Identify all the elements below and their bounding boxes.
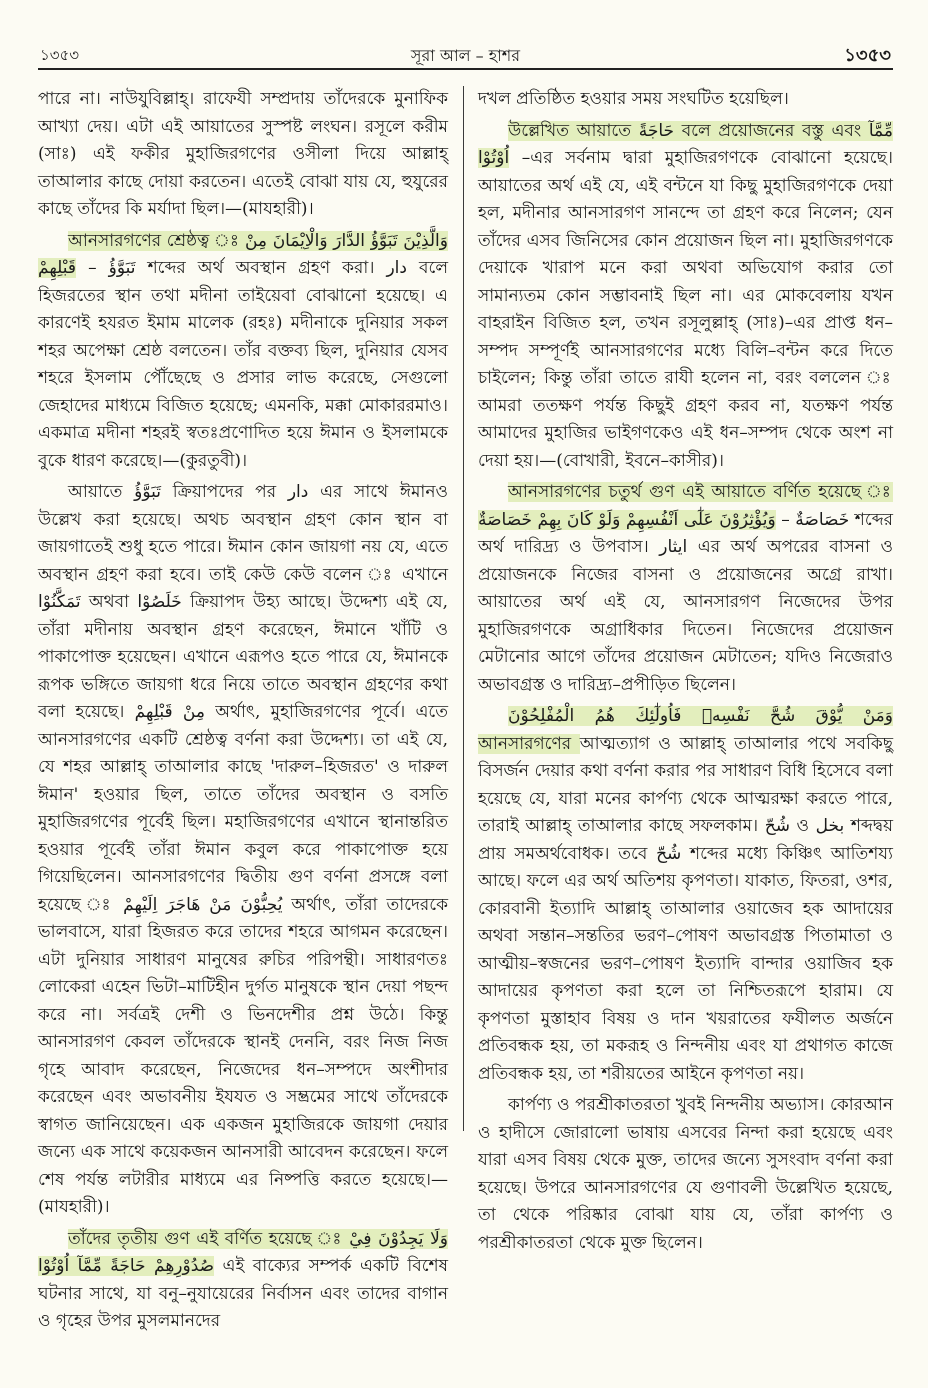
text-run: কার্পণ্য ও পরশ্রীকাতরতা খুবই নিন্দনীয় অভ্যাস। কোরআন ও হাদীসে জোরালো ভাষায় এসবের নিন্দা করা হয়েছে এবং যারা এসব বিষয় থেকে মুক্ত, তাদের জন্যে সুসংবাদ বর্ণনা করা হয়েছে। উপরে আনসারগণের যে গুণাবলী উল্লেখিত হয়েছে, তা থেকে পরিষ্কার বোঝা যায় যে, তাঁরা কার্পণ্য ও পরশ্রীকাতরতা থেকে মুক্ত ছিলেন। bbox=[478, 1095, 893, 1253]
text-run: অর্থাৎ, তাঁরা তাদেরকে ভালবাসে, যারা হিজরত করে তাদের শহরে আগমন করেছেন। এটা দুনিয়ার সাধারণ মানুষের রুচির পরিপন্থী। সাধারণতঃ লোকেরা এহেন ভিটা–মাটিহীন দুর্গত মানুষকে স্থান দেয়া পছন্দ করে না। সর্বত্রই দেশী ও ভিনদেশীর প্রশ্ন উঠে। কিন্তু আনসারগণ কেবল তাঁদেরকে স্থানই দেননি, বরং নিজ নিজ গৃহে আবাদ করেছেন, নিজেদের ধন–সম্পদে অংশীদার করেছেন এবং অভাবনীয় ইযযত ও সম্ভ্রমের সাথে তাঁদেরকে স্বাগত জানিয়েছেন। এক একজন মুহাজিরকে জায়গা দেয়ার জন্যে এক সাথে কয়েকজন আনসারী আবেদন করেছেন। ফলে শেষ পর্যন্ত লটারীর মাধ্যমে এর নিষ্পত্তি করতে হয়েছে।—(মাযহারী)। bbox=[38, 894, 448, 1217]
paragraph bbox=[478, 703, 893, 1088]
paragraph bbox=[478, 479, 893, 699]
text-run: ক্রিয়াপদ উহ্য আছে। উদ্দেশ্য এই যে, তাঁরা মদীনায় অবস্থান গ্রহণ করেছেন, ঈমানে খাঁটি ও পাকাপোক্ত হয়েছেন। এখানে এরূপও হতে পারে যে, ঈমানকে রূপক ভঙ্গিতে জায়গা ধরে নিয়ে তাতে অবস্থান গ্রহণের কথা বলা হয়েছে। bbox=[38, 592, 448, 722]
highlighted-text: আনসারগণের bbox=[478, 733, 580, 754]
paragraph bbox=[38, 228, 448, 476]
right-column bbox=[478, 86, 894, 1253]
arabic-quote: وَلَا يَجِدُوْنَ فِيْ صُدُوْرِهِمْ حَاجَةً مِّمَّآ اُوْتُوْا bbox=[38, 1228, 448, 1276]
text-run: ক্রিয়াপদের পর bbox=[160, 482, 288, 502]
arabic-quote: تَبَوَّؤُ bbox=[108, 258, 136, 278]
paragraph bbox=[38, 479, 448, 1222]
text-run: এর সাথে ঈমানও উল্লেখ করা হয়েছে। অথচ অবস্থান গ্রহণ কোন স্থান বা জায়গাতেই শুধু হতে পারে। ঈমান কোন জায়গা নয় যে, এতে অবস্থান গ্রহণ করা হবে। তাই কেউ কেউ বলেন ঃ এখানে bbox=[38, 482, 449, 585]
text-run: অর্থাৎ, মুহাজিরগণের পূর্বে। এতে আনসারগণের একটি শ্রেষ্ঠত্ব বর্ণনা করা উদ্দেশ্য। তা এই যে, যে শহর আল্লাহ্ তাআলার কাছে 'দারুল–হিজরত' ও দারুল ঈমান' হওয়ার ছিল, তাতে তাঁদের অবস্থান ও বসতি মুহাজিরগণের পূর্বেই ছিল। মহাজিরগণের এখানে স্থানান্তরিত হওয়ার পূর্বেই তাঁরা ঈমান কবুল করে পাকাপোক্ত হয়ে গিয়েছিলেন। আনসারগণের দ্বিতীয় গুণ বর্ণনা প্রসঙ্গে বলা হয়েছে ঃ bbox=[38, 702, 448, 915]
page-header bbox=[38, 38, 893, 70]
arabic-quote: شُحّ bbox=[764, 816, 790, 836]
text-run: শব্দদ্বয় প্রায় সমঅর্থবোধক। তবে bbox=[478, 816, 893, 864]
text-run: শব্দের অর্থ দারিদ্র্য ও উপবাস। bbox=[478, 509, 893, 557]
arabic-quote: خَلَصُوْا bbox=[137, 592, 182, 612]
text-run: এর অর্থ অপরের বাসনা ও প্রয়োজনকে নিজের বাসনা ও প্রয়োজনের অগ্রে রাখা। আয়াতের অর্থ এই যে, আনসারগণ নিজেদের উপর মুহাজিরগণকে অগ্রাধিকার দিতেন। নিজেদের প্রয়োজন মেটানোর আগে তাঁদের প্রয়োজন মেটাতেন; যদিও নিজেরাও অভাবগ্রস্ত ও দারিদ্র্য–প্রপীড়িত ছিলেন। bbox=[478, 537, 893, 695]
arabic-quote: ايثار bbox=[659, 537, 688, 557]
arabic-quote: وَالَّذِيْنَ تَبَوَّؤُ الدَّارَ وَالْاِيْمَانَ مِنْ قَبْلِهِمْ bbox=[38, 230, 448, 278]
text-run: –এর সর্বনাম দ্বারা মুহাজিরগণকে বোঝানো হয়েছে। আয়াতের অর্থ এই যে, এই বন্টনে যা কিছু মুহাজিরগণকে দেয়া হল, মদীনার আনসারগণ সানন্দে তা গ্রহণ করে নিলেন; যেন তাঁদের এসব জিনিসের কোন প্রয়োজন ছিল না। মুহাজিরগণকে দেয়াকে খারাপ মনে করা অথবা অভিযোগ করার তো সামান্যতম কোন সম্ভাবনাই ছিল না। এর মোকবেলায় যখন বাহরাইন বিজিত হল, তখন রসূলুল্লাহ্ (সাঃ)–এর প্রাপ্ত ধন–সম্পদ সম্পূর্ণই আনসারগণের মধ্যে বিলি–বন্টন করে দিতে চাইলেন; কিন্তু তাঁরা তাতে রাযী হলেন না, বরং বললেন ঃ আমরা ততক্ষণ পর্যন্ত কিছুই গ্রহণ করব না, যতক্ষণ পর্যন্ত আমাদের মুহাজির ভাইগণকেও এই ধন–সম্পদ থেকে অংশ না দেয়া হয়।—(বোখারী, ইবনে–কাসীর)। bbox=[478, 148, 893, 471]
text-run: শব্দের মধ্যে কিঞ্চিৎ আতিশয্য আছে। ফলে এর অর্থ অতিশয় কৃপণতা। যাকাত, ফিতরা, ওশর, কোরবানী ইত্যাদি আল্লাহ্ তাআলার ওয়াজেব হক আদায়ের অথবা সন্তান–সন্ততির ভরণ–পোষণ অভাবগ্রস্ত পিতামাতা ও আত্মীয়–স্বজনের ভরণ–পোষণ ইত্যাদি বান্দার ওয়াজিব হক আদায়ের কৃপণতা করা হলে তা নিশ্চিতরূপে হারাম। যে কৃপণতা মুস্তাহাব বিষয় ও দান খয়রাতের ফযীলত অর্জনে প্রতিবন্ধক হয়, তা মকরূহ ও নিন্দনীয় এবং যা প্রথাগত কাজে প্রতিবন্ধক হয়, তা শরীয়তের আইনে কৃপণতা নয়। bbox=[478, 843, 893, 1084]
column-divider bbox=[463, 86, 464, 1131]
arabic-quote: يُحِبُّوْنَ مَنْ هَاجَرَ اِلَيْهِمْ bbox=[123, 894, 283, 915]
paragraph bbox=[478, 86, 893, 114]
running-title: সূরা আল – হাশর bbox=[410, 46, 521, 65]
paragraph bbox=[478, 118, 893, 476]
highlighted-text: আনসারগণের শ্রেষ্ঠত্ব ঃ bbox=[68, 230, 245, 251]
left-column bbox=[38, 86, 449, 1331]
text-run: – bbox=[775, 509, 796, 530]
arabic-quote: وَيُؤْثِرُوْنَ عَلٰٓى اَنْفُسِهِمْ وَلَوْ كَانَ بِهِمْ خَصَاصَةٌ bbox=[478, 509, 776, 530]
paragraph bbox=[38, 1226, 448, 1336]
arabic-quote: خَصَاصَةٌ bbox=[795, 509, 850, 530]
highlighted-text: তাঁদের তৃতীয় গুণ এই বর্ণিত হয়েছে ঃ bbox=[68, 1228, 350, 1249]
arabic-quote: دار bbox=[287, 482, 309, 502]
arabic-quote: تَبَوَّؤُ bbox=[134, 482, 161, 502]
highlighted-text: উল্লেখিত আয়াতে bbox=[508, 120, 639, 141]
text-run: পারে না। নাউযুবিল্লাহ্। রাফেযী সম্প্রদায় তাঁদেরকে মুনাফিক আখ্যা দেয়। এটা এই আয়াতের সুস্পষ্ট লংঘন। রসূলে করীম (সাঃ) এই ফকীর মুহাজিরগণের ওসীলা দিয়ে আল্লাহ্ তাআলার কাছে দোয়া করতেন। এতেই বোঝা যায় যে, হুযুরের কাছে তাঁদের কি মর্যাদা ছিল।—(মাযহারী)। bbox=[38, 89, 448, 219]
arabic-quote: وَمَنْ يُّوْقَ شُحَّ نَفْسِهٖ فَاُولٰٓئِكَ هُمُ الْمُفْلِحُوْنَ bbox=[508, 706, 893, 726]
highlighted-text: আনসারগণের চতুর্থ গুণ এই আয়াতে বর্ণিত হয়েছে ঃ bbox=[508, 482, 893, 502]
arabic-quote: حَاجَةً bbox=[638, 120, 675, 141]
text-run: আত্মত্যাগ ও আল্লাহ্ তাআলার পথে সবকিছু বিসর্জন দেয়ার কথা বর্ণনা করার পর সাধারণ বিধি হিসেবে বলা হয়েছে যে, যারা মনের কার্পণ্য থেকে আত্মরক্ষা করতে পারে, তারাই আল্লাহ্ তাআলার কাছে সফলকাম। bbox=[478, 733, 894, 836]
text-run: আয়াতে bbox=[68, 482, 135, 502]
arabic-quote: تَمَكَّنُوْا bbox=[38, 592, 81, 612]
page-number-left: ১৩৫৩ bbox=[40, 46, 79, 64]
text-run: এই বাক্যের সম্পর্ক একটি বিশেষ ঘটনার সাথে, যা বনু–নুযায়েরের নির্বাসন এবং তাদের বাগান ও গৃহের উপর মুসলমানদের bbox=[38, 1256, 448, 1331]
arabic-quote: مِّمَّآ اُوْتُوْا bbox=[478, 120, 893, 168]
paragraph bbox=[38, 86, 448, 224]
text-run: ও bbox=[789, 816, 816, 836]
text-run: দখল প্রতিষ্ঠিত হওয়ার সময় সংঘটিত হয়েছিল। bbox=[478, 89, 789, 109]
page-number-right: ১৩৫৩ bbox=[844, 45, 891, 66]
arabic-quote: شُحّ bbox=[656, 843, 682, 864]
paragraph bbox=[478, 1092, 893, 1257]
text-run: বলে হিজরতের স্থান তথা মদীনা তাইয়েবা বোঝানো হয়েছে। এ কারণেই হযরত ইমাম মালেক (রহঃ) মদীনাকে দুনিয়ার সকল শহর অপেক্ষা শ্রেষ্ঠ বলতেন। তাঁর বক্তব্য ছিল, দুনিয়ার যেসব শহরে ইসলাম পৌঁছেছে ও প্রসার লাভ করেছে, সেগুলো জেহাদের মাধ্যমে বিজিত হয়েছে; এমনকি, মক্কা মোকাররমাও। একমাত্র মদীনা শহরই স্বতঃপ্রণোদিত হয়ে ঈমান ও ইসলামকে বুকে ধারণ করেছে।—(কুরতুবী)। bbox=[38, 258, 448, 471]
arabic-quote: بخل bbox=[815, 816, 845, 836]
text-run: – bbox=[76, 258, 109, 278]
text-run: অথবা bbox=[80, 592, 138, 612]
highlighted-text: বলে প্রয়োজনের বস্তু এবং bbox=[674, 120, 869, 141]
text-run: শব্দের অর্থ অবস্থান গ্রহণ করা। bbox=[135, 258, 387, 278]
arabic-quote: مِنْ قَبْلِهِمْ bbox=[134, 702, 205, 722]
arabic-quote: دار bbox=[386, 258, 407, 278]
